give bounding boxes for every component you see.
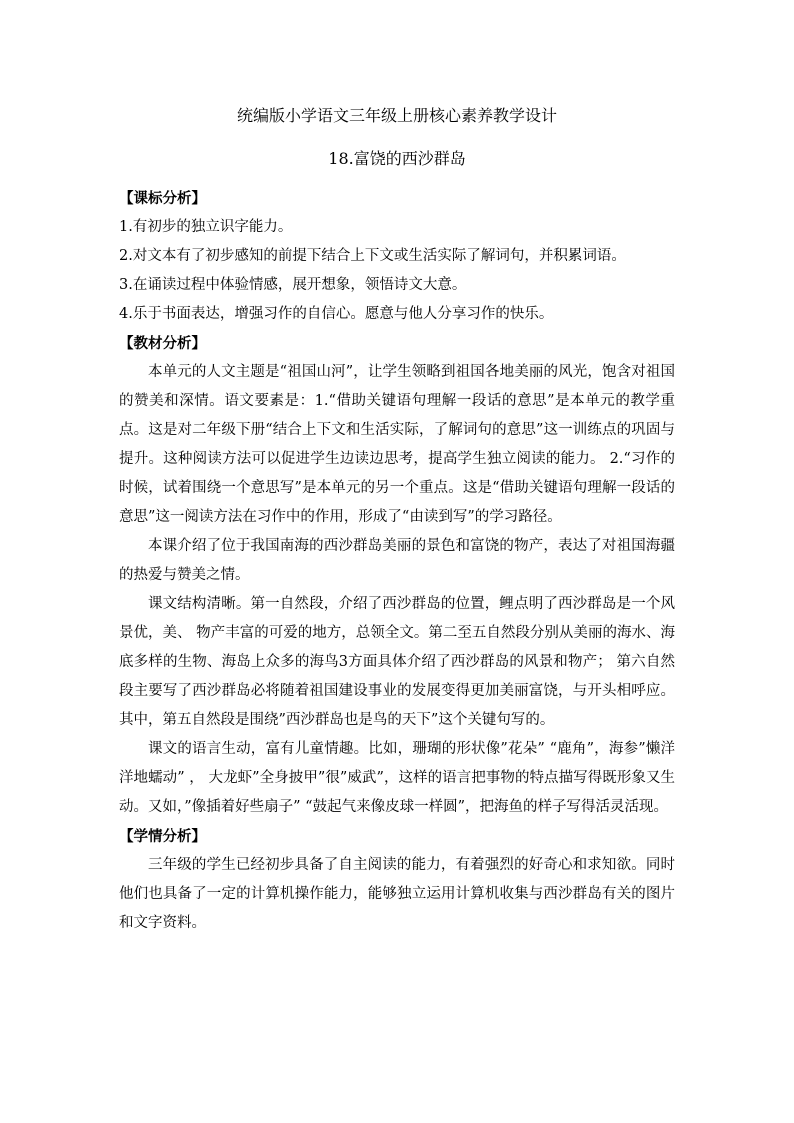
- textbook-paragraph: 课文结构清晰。第一自然段，介绍了西沙群岛的位置，鲤点明了西沙群岛是一个风景优，美、 物产丰富的可爱的地方，总领全文。第二至五自然段分别从美丽的海水、海底多样的生物、海岛上众多的海鸟3方面具体介绍了西沙群岛的风景和物产； 第六自然段主要写了西沙群岛必将随着祖国建设事业的发展变得更加美丽富饶，与开头相呼应。其中，第五自然段是围绕”西沙群岛也是鸟的天下”这个关键句写的。: [119, 596, 675, 728]
- students-paragraph: 三年级的学生已经初步具备了自主阅读的能力，有着强烈的好奇心和求知欲。同时他们也具备了一定的计算机操作能力，能够独立运用计算机收集与西沙群岛有关的图片和文字资料。: [119, 857, 675, 931]
- curriculum-item: 2.对文本有了初步感知的前提下结合上下文或生活实际了解词句，并积累词语。: [119, 248, 626, 264]
- curriculum-item: 4.乐于书面表达，增强习作的自信心。愿意与他人分享习作的快乐。: [119, 306, 554, 322]
- textbook-paragraph: 课文的语言生动，富有儿童情趣。比如，珊瑚的形状像”花朵” “鹿角”，海参”懒洋洋地蠕动” ， 大龙虾”全身披甲”很”威武”，这样的语言把事物的特点描写得既形象又生动。又如，”像插着好些扇子” “鼓起气来像皮球一样圆”，把海鱼的样子写得活灵活现。: [119, 741, 675, 815]
- section-heading-curriculum: 【课标分析】: [119, 190, 206, 207]
- section-heading-students: 【学情分析】: [119, 828, 206, 845]
- section-heading-textbook: 【教材分析】: [119, 335, 206, 352]
- curriculum-item: 3.在诵读过程中体验情感，展开想象，领悟诗文大意。: [119, 277, 467, 293]
- lesson-title: 18.富饶的西沙群岛: [328, 149, 466, 168]
- document-title: 统编版小学语文三年级上册核心素养教学设计: [236, 106, 557, 125]
- document-body: [119, 184, 675, 938]
- textbook-paragraph: 本课介绍了位于我国南海的西沙群岛美丽的景色和富饶的物产，表达了对祖国海疆的热爱与赞美之情。: [119, 538, 675, 583]
- textbook-paragraph: 本单元的人文主题是“祖国山河”，让学生领略到祖国各地美丽的风光，饱含对祖国的赞美和深情。语文要素是：1.“借助关键语句理解一段话的意思”是本单元的教学重点。这是对二年级下册“结合上下文和生活实际，了解词句的意思”这一训练点的巩固与提升。这种阅读方法可以促进学生边读边思考，提高学生独立阅读的能力。 2.“习作的时候，试着围绕一个意思写”是本单元的另一个重点。这是“借助关键语句理解一段话的意思”这一阅读方法在习作中的作用，形成了“由读到写”的学习路径。: [119, 364, 675, 525]
- curriculum-item: 1.有初步的独立识字能力。: [119, 219, 293, 235]
